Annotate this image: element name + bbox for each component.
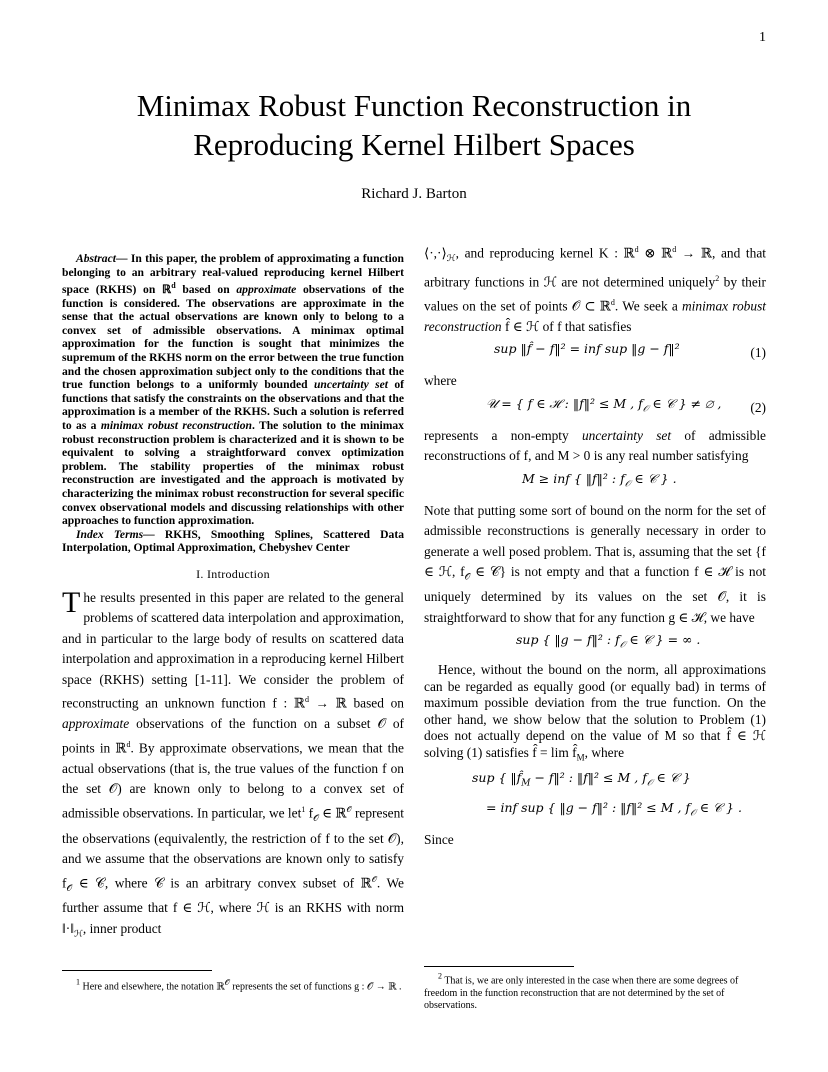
equation-6-body: = inf sup { ‖g − f‖² : ‖f‖² ≤ M , $f_𝒪$ ∈ 𝒞 } . bbox=[486, 799, 742, 819]
intro-text: ∈ 𝒞, where 𝒞 is an arbitrary convex subset of ℝ bbox=[72, 874, 372, 890]
right-text: ∈ 𝒞} is not empty and that a function f ∈ ℋ is not uniquely determined by its values on the set 𝒪, it is straightforward to show that for any function g ∈ ℋ, we have bbox=[424, 564, 766, 625]
right-text: ⊗ ℝ bbox=[638, 245, 673, 261]
equation-1-number: (1) bbox=[750, 345, 766, 361]
equation-5 bbox=[424, 766, 766, 796]
right-paragraph-3: Note that putting some sort of bound on the norm for the set of admissible reconstructions is generally necessary in order to generate a well posed problem. That is, assuming that the set {f ∈ ℋ, $f_𝒪$ ∈ 𝒞} is not empty and that a function f ∈ ℋ is not uniquely determined by its values on the set 𝒪, it is straightforward to show that for any function g ∈ ℋ, we have bbox=[424, 502, 766, 625]
drop-cap: T bbox=[62, 585, 81, 619]
footnote-text: That is, we are only interested in the case when there are some degrees of freedom in the function reconstruction that are not determined by the set of observations. bbox=[424, 975, 739, 1012]
equation-3-body: M ≥ inf { ‖f‖² : $f_𝒪$ ∈ 𝒞 } . bbox=[522, 470, 677, 490]
right-text: , and reproducing kernel K : ℝ bbox=[455, 245, 635, 261]
right-text: . We seek a bbox=[614, 298, 682, 314]
right-text: Note that putting some sort of bound on the norm for the set of admissible reconstructions is generally necessary in order to generate a well posed problem. That is, assuming that the set {f ∈ ℋ, f bbox=[424, 502, 766, 580]
footnote-rule bbox=[62, 970, 212, 971]
abstract-text: based on bbox=[175, 283, 237, 297]
page-number: 1 bbox=[759, 30, 766, 45]
abstract-emphasis: approximate bbox=[236, 283, 297, 297]
abstract-text: . The solution to the minimax robust reconstruction problem is characterized and it is shown to be equivalent to solving a straightforward convex optimization problem. The stability properties of the minimax robust reconstruction are investigated and the approach is motivated by characterizing the minimax robust reconstruction for several specific convex observational models and discussing relationships with other approaches to function approximation. bbox=[62, 418, 404, 528]
where-text: where bbox=[424, 373, 457, 389]
title-line-2: Reproducing Kernel Hilbert Spaces bbox=[193, 127, 635, 162]
index-terms-label: Index Terms— bbox=[76, 527, 155, 541]
right-text: represents a non-empty bbox=[424, 427, 582, 443]
right-paragraph-4: Hence, without the bound on the norm, all approximations can be regarded as equally good (or equally bad) in terms of maximum possible deviation from the true function. On the other hand, we show below that the solution to Problem (1) does not actually depend on the value of M so that f̂ ∈ ℋ solving (1) satisfies f̂ = $\lim f̂_M$, where bbox=[424, 662, 766, 763]
intro-paragraph: The results presented in this paper are related to the general problems of scattered data interpolation and approximation, and in particular to the large body of results on scattered data interpolation and approximation in a reproducing kernel Hilbert space (RKHS) setting [1-11]. We consider the problem of reconstructing an unknown function f : ℝ$^d$ → ℝ based on approximate observations of the function on a subset 𝒪 of points in ℝ$^d$. By approximate observations, we mean that the actual observations (that is, the true values of the function f on the set 𝒪) are known only to belong to a convex set of admissible observations. In particular, we let$^1$ $f_𝒪$ ∈ ℝ$^𝒪$ represent the observations (equivalently, the restriction of f to the set 𝒪), and we assume that the observations are known only to satisfy $f_𝒪$ ∈ 𝒞, where 𝒞 is an arbitrary convex subset of ℝ$^𝒪$. We further assume that f ∈ ℋ, where ℋ is an RKHS with norm $‖\cdot‖_ℋ$, inner product bbox=[62, 585, 405, 939]
intro-text: f bbox=[305, 805, 314, 821]
author: Richard J. Barton bbox=[361, 186, 467, 202]
footnote-text: represents the set of functions g : 𝒪 → ℝ . bbox=[229, 981, 402, 993]
equation-2-number: (2) bbox=[750, 399, 766, 415]
abstract-emphasis: minimax robust reconstruction bbox=[100, 418, 252, 432]
footnote-2: $^2$ That is, we are only interested in the case when there are some degrees of freedom in the function reconstruction that are not determined by the set of observations. bbox=[424, 966, 766, 1013]
abstract-text: of functions that satisfy the constraints on the observations and that the approximation is a member of the RKHS. Such a solution is referred to as a bbox=[62, 378, 404, 432]
right-emphasis: uncertainty set bbox=[581, 427, 672, 443]
equation-4 bbox=[424, 628, 766, 662]
section-heading: I. Introduction bbox=[196, 566, 270, 581]
right-text: f̂ ∈ ℋ of f that satisfies bbox=[501, 318, 632, 334]
intro-emphasis: approximate bbox=[62, 716, 130, 732]
intro-text: ∈ ℝ bbox=[318, 805, 347, 821]
abstract-label: Abstract— bbox=[76, 252, 128, 265]
footnote-1: $^1$ Here and elsewhere, the notation ℝ$^𝒪$ represents the set of functions g : 𝒪 → ℝ . bbox=[62, 970, 404, 994]
inner-product: ⟨·,·⟩ bbox=[424, 245, 447, 261]
left-column bbox=[62, 252, 404, 944]
right-text: by their values on the set of points 𝒪 ⊂ ℝ bbox=[424, 274, 766, 314]
intro-text: observations of the function on a subset 𝒪 of points in ℝ bbox=[62, 716, 404, 756]
abstract bbox=[62, 252, 404, 528]
paper-title bbox=[0, 86, 828, 164]
footnote-text: Here and elsewhere, the notation ℝ bbox=[82, 981, 225, 993]
equation-5-body: sup { $‖f̂_M$ − f‖² : ‖f‖² ≤ M , $f_𝒪$ ∈ 𝒞 } bbox=[472, 769, 691, 789]
intro-text: represent the observations (equivalently, the restriction of f to the set 𝒪), and we assume that the observations are known only to satisfy f bbox=[62, 805, 405, 890]
equation-2-body: 𝒰 = { f ∈ ℋ : ‖f‖² ≤ M , $f_𝒪$ ∈ 𝒞 } ≠ ∅ , bbox=[486, 395, 722, 415]
right-paragraph-1: $⟨\cdot,\cdot⟩_ℋ$, and reproducing kernel K : ℝ$^d$ ⊗ ℝ$^d$ → ℝ, and that arbitrary functions in ℋ are not determined uniquely$^2$ by their values on the set of points 𝒪 ⊂ ℝ$^d$. We seek a minimax robust reconstruction f̂ ∈ ℋ of f that satisfies bbox=[424, 245, 767, 334]
equation-6 bbox=[424, 796, 766, 830]
right-text: , where bbox=[584, 744, 625, 760]
equation-2 bbox=[424, 392, 766, 426]
right-column bbox=[424, 240, 766, 850]
intro-text: . We further assume that f ∈ ℋ, where ℋ is an RKHS with norm ‖·‖ bbox=[62, 874, 404, 936]
equation-3 bbox=[424, 467, 766, 501]
index-terms-text: RKHS, Smoothing Splines, Scattered Data Interpolation, Optimal Approximation, Chebyshev Center bbox=[62, 527, 404, 555]
right-emphasis: minimax robust reconstruction bbox=[424, 298, 767, 334]
intro-text: . By approximate observations, we mean that the actual observations (that is, the true values of the function f on the set 𝒪) are known only to belong to a convex set of admissible observations. In particular, we let bbox=[62, 740, 404, 821]
since-text: Since bbox=[424, 831, 454, 847]
title-line-1: Minimax Robust Function Reconstruction in bbox=[136, 88, 692, 123]
intro-text: → ℝ based on bbox=[308, 695, 404, 711]
right-text: Hence, without the bound on the norm, all approximations can be regarded as equally good (or equally bad) in terms of maximum possible deviation from the true function. On the other hand, we show below that the solution to Problem (1) does not actually depend on the value of M so that f̂ ∈ ℋ solving (1) satisfies f̂ = lim f̂ bbox=[424, 662, 766, 760]
footnote-rule bbox=[424, 966, 574, 967]
index-terms bbox=[62, 528, 404, 555]
abstract-sup: d bbox=[171, 281, 176, 291]
abstract-text: In this paper, the problem of approximating a function belonging to an arbitrary real-valued reproducing kernel Hilbert space (RKHS) on ℝ bbox=[62, 252, 404, 297]
right-text: → ℝ, and that arbitrary functions in ℋ are not determined uniquely bbox=[424, 245, 766, 290]
equation-1-body: sup ‖f̂ − f‖² = inf sup ‖g − f‖² bbox=[494, 341, 680, 357]
right-paragraph-2 bbox=[424, 426, 766, 467]
intro-text: he results presented in this paper are related to the general problems of scattered data interpolation and approximation, and in particular to the large body of results on scattered data interpolation and approximation in a reproducing kernel Hilbert space (RKHS) setting [1-11]. We consider the problem of reconstructing an unknown function f : ℝ bbox=[62, 589, 404, 711]
abstract-text: observations of the function is considered. The observations are approximate in the sense that the actual observations are known only to belong to a convex set of admissible observations. A minimax optimal approximation for the function is sought that minimizes the supremum of the RKHS norm on the error between the true function and the chosen approximation subject only to the conditions that the true function belongs to a uniformly bounded bbox=[62, 283, 405, 392]
intro-text: , inner product bbox=[82, 920, 162, 936]
right-text: of admissible reconstructions of f, and M > 0 is any real number satisfying bbox=[424, 427, 766, 464]
equation-4-body: sup { ‖g − f‖² : $f_𝒪$ ∈ 𝒞 } = ∞ . bbox=[516, 632, 701, 651]
abstract-emphasis: uncertainty set bbox=[313, 378, 388, 392]
equation-1 bbox=[424, 337, 766, 371]
